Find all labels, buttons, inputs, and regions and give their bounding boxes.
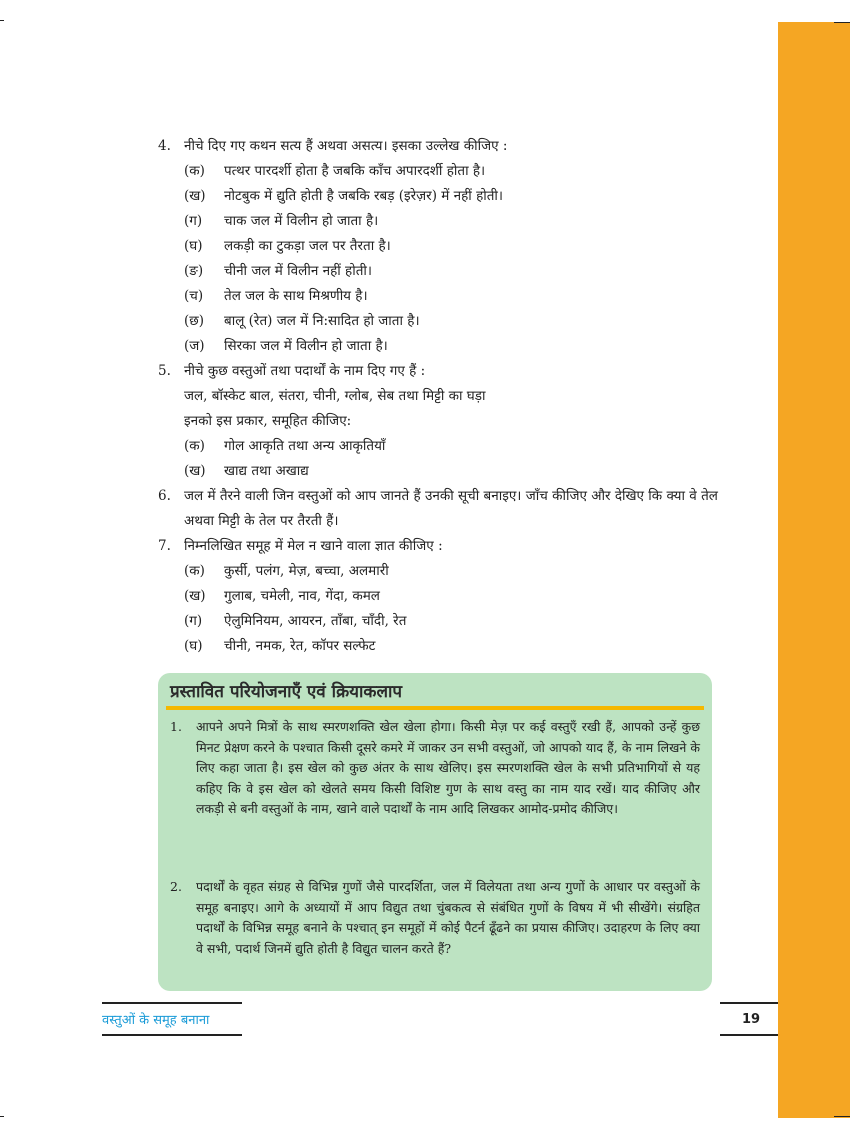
option-text: लकड़ी का टुकड़ा जल पर तैरता है।: [224, 238, 391, 254]
option-text: खाद्य तथा अखाद्य: [224, 463, 309, 479]
option-label: (छ): [184, 313, 204, 329]
crop-mark-bottom-right: [834, 1116, 850, 1117]
project-item: [170, 717, 700, 820]
option-label: (क): [184, 563, 205, 579]
crop-mark-top-right: [834, 22, 850, 23]
question-line: इनको इस प्रकार, समूहित कीजिए:: [184, 413, 352, 429]
page-number-rule-bottom: [720, 1034, 778, 1036]
question-option: [158, 634, 718, 659]
projects-heading: प्रस्तावित परियोजनाएँ एवं क्रियाकलाप: [170, 682, 403, 702]
orange-sidebar: [778, 22, 850, 1118]
option-text: ऐलुमिनियम, आयरन, ताँबा, चाँदी, रेत: [224, 613, 407, 629]
option-label: (ख): [184, 588, 206, 604]
option-label: (क): [184, 438, 205, 454]
option-text: चाक जल में विलीन हो जाता है।: [224, 213, 379, 229]
question-number: 6.: [158, 488, 171, 504]
project-number: 1.: [170, 719, 182, 734]
question-option: [158, 584, 718, 609]
option-text: नोटबुक में द्युति होती है जबकि रबड़ (इरेज़र) में नहीं होती।: [224, 188, 504, 204]
question-option: [158, 609, 718, 634]
suggested-projects-box: [158, 673, 712, 991]
option-text: चीनी, नमक, रेत, कॉपर सल्फेट: [224, 638, 376, 654]
project-number: 2.: [170, 879, 182, 894]
project-text: पदार्थों के वृहत संग्रह से विभिन्न गुणों जैसे पारदर्शिता, जल में विलेयता तथा अन्य गुणों के आधार पर वस्तुओं के समूह बनाइए। आगे के अध्यायों में आप विद्युत तथा चुंबकत्व से संबंधित गुणों के विषय में भी सीखेंगे। संग्रहित पदार्थों के विभिन्न समूह बनाने के पश्चात् इन समूहों में कोई पैटर्न ढूँढने का प्रयास कीजिए। उदाहरण के लिए क्या वे सभी, पदार्थ जिनमें द्युति होती है विद्युत चालन करते हैं?: [196, 879, 700, 956]
question-5: [158, 359, 718, 484]
question-number: 5.: [158, 363, 171, 379]
option-text: पत्थर पारदर्शी होता है जबकि काँच अपारदर्शी होता है।: [224, 163, 486, 179]
question-option: [158, 259, 718, 284]
option-text: तेल जल के साथ मिश्रणीय है।: [224, 288, 368, 304]
question-number: 4.: [158, 138, 171, 154]
option-text: बालू (रेत) जल में नि:सादित हो जाता है।: [224, 313, 420, 329]
option-text: सिरका जल में विलीन हो जाता है।: [224, 338, 388, 354]
question-option: [158, 334, 718, 359]
footer-title-rule-bottom: [102, 1034, 242, 1036]
option-label: (क): [184, 163, 205, 179]
question-6: [158, 484, 718, 534]
question-option: [158, 159, 718, 184]
project-item: [170, 877, 700, 959]
project-text: आपने अपने मित्रों के साथ स्मरणशक्ति खेल खेला होगा। किसी मेज़ पर कई वस्तुएँ रखी हैं, आपको उन्हें कुछ मिनट प्रेक्षण करने के पश्चात किसी दूसरे कमरे में जाकर उन सभी वस्तुओं, जो आपको याद हैं, के नाम लिखने के लिए कहा जाता है। इस खेल को कुछ अंतर के साथ खेलिए। इस स्मरणशक्ति खेल के सभी प्रतिभागियों से यह कहिए कि वे इस खेल को खेलते समय किसी विशिष्ट गुण के साथ वस्तु का नाम याद रखें। याद कीजिए और लकड़ी से बनी वस्तुओं के नाम, खाने वाले पदार्थों के नाम आदि लिखकर आमोद-प्रमोद कीजिए।: [196, 719, 700, 816]
footer-chapter-title: वस्तुओं के समूह बनाना: [102, 1013, 210, 1028]
question-text: नीचे दिए गए कथन सत्य हैं अथवा असत्य। इसका उल्लेख कीजिए :: [184, 138, 508, 154]
option-label: (च): [184, 288, 204, 304]
question-4: [158, 134, 718, 359]
projects-heading-rule: [166, 706, 704, 710]
question-7: [158, 534, 718, 659]
option-text: कुर्सी, पलंग, मेज़, बच्चा, अलमारी: [224, 563, 389, 579]
question-option: [158, 184, 718, 209]
question-option: [158, 234, 718, 259]
option-label: (ख): [184, 188, 206, 204]
option-label: (घ): [184, 238, 203, 254]
page-number-rule-top: [720, 1002, 778, 1004]
option-text: गोल आकृति तथा अन्य आकृतियाँ: [224, 438, 386, 454]
question-text: जल में तैरने वाली जिन वस्तुओं को आप जानते हैं उनकी सूची बनाइए। जाँच कीजिए और देखिए कि क्या वे तेल अथवा मिट्टी के तेल पर तैरती हैं।: [184, 488, 718, 529]
question-option: [158, 434, 718, 459]
question-option: [158, 284, 718, 309]
question-line: जल, बॉस्केट बाल, संतरा, चीनी, ग्लोब, सेब तथा मिट्टी का घड़ा: [184, 388, 486, 404]
question-number: 7.: [158, 538, 171, 554]
option-label: (ग): [184, 213, 203, 229]
question-option: [158, 209, 718, 234]
question-option: [158, 559, 718, 584]
question-text: निम्नलिखित समूह में मेल न खाने वाला ज्ञात कीजिए :: [184, 538, 443, 554]
footer-title-rule-top: [102, 1002, 242, 1004]
option-label: (ङ): [184, 263, 204, 279]
question-option: [158, 309, 718, 334]
option-text: चीनी जल में विलीन नहीं होती।: [224, 263, 373, 279]
exercise-questions: [158, 134, 718, 659]
crop-mark-top-left: [0, 20, 4, 21]
option-text: गुलाब, चमेली, नाव, गेंदा, कमल: [224, 588, 380, 604]
option-label: (घ): [184, 638, 203, 654]
question-text: नीचे कुछ वस्तुओं तथा पदार्थों के नाम दिए गए हैं :: [184, 363, 426, 379]
question-option: [158, 459, 718, 484]
page-number: 19: [742, 1012, 761, 1027]
option-label: (ज): [184, 338, 205, 354]
option-label: (ग): [184, 613, 203, 629]
crop-mark-bottom-left: [0, 1116, 4, 1117]
option-label: (ख): [184, 463, 206, 479]
